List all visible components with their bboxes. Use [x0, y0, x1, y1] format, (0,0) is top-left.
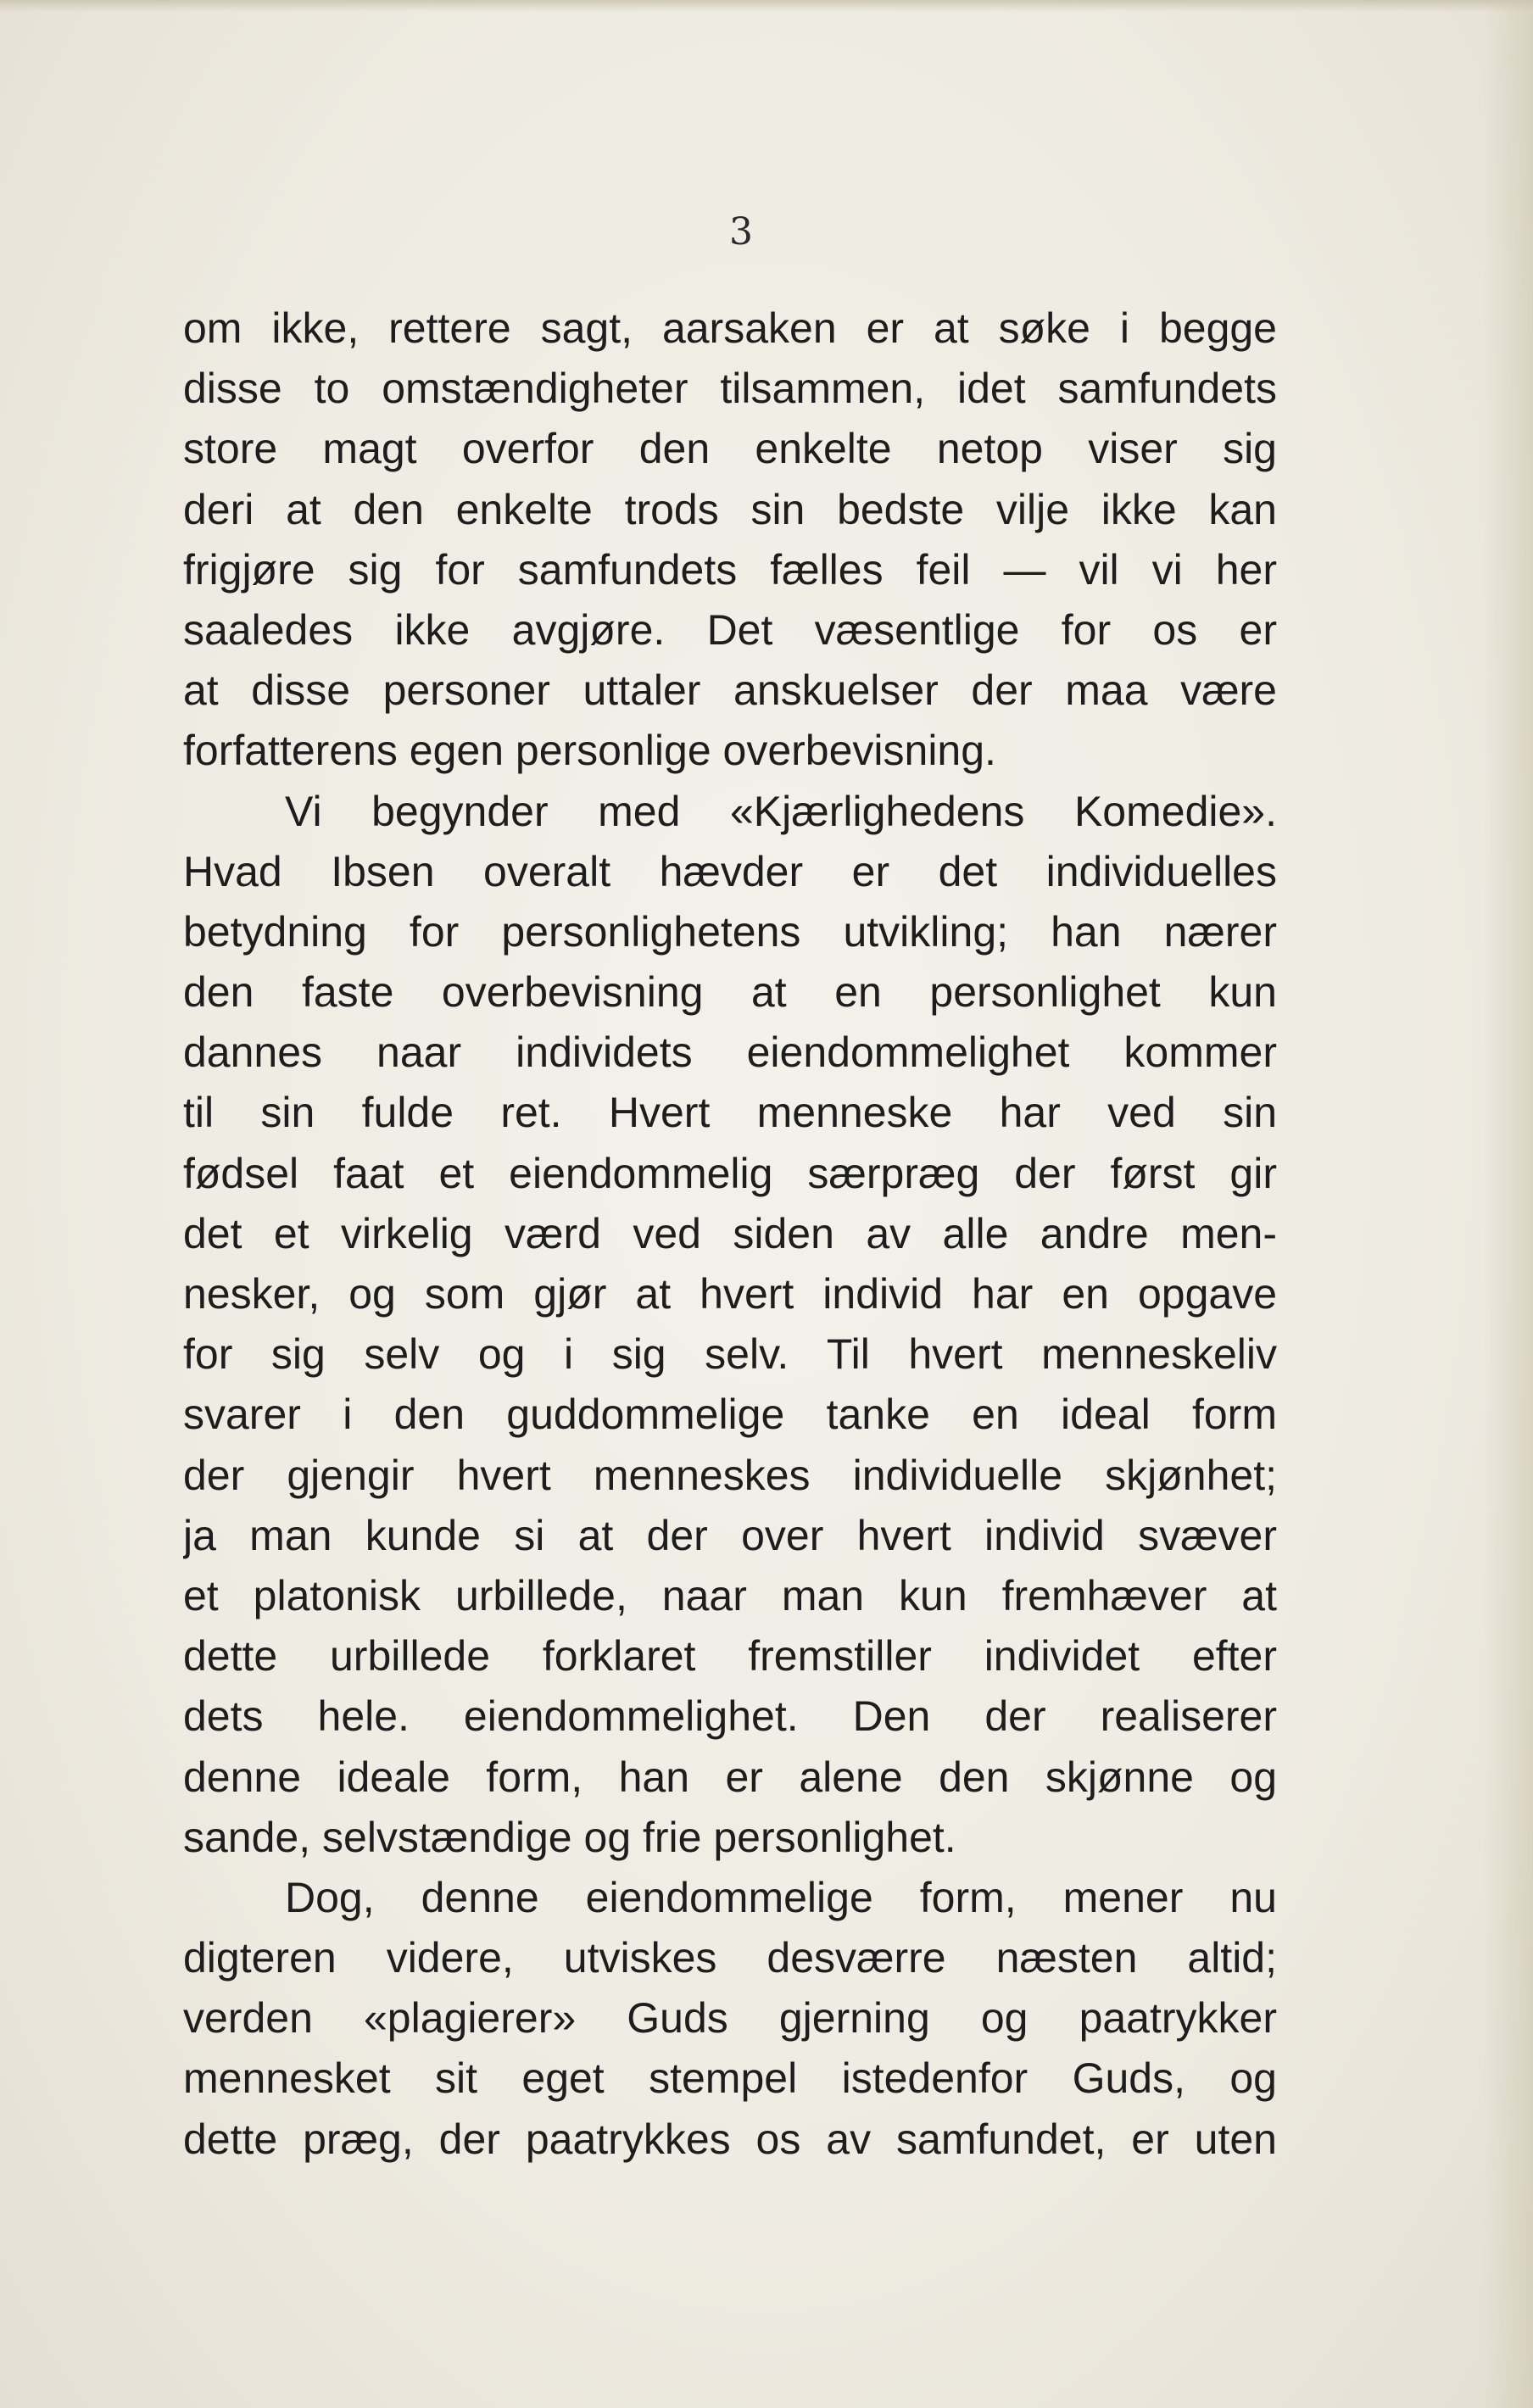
text-line: fødsel faat et eiendommelig særpræg der først gir [183, 1149, 1277, 1197]
text-line: dette urbillede forklaret fremstiller individet efter [183, 1632, 1277, 1681]
text-line: verden «plagierer» Guds gjerning og paatrykker [183, 1994, 1277, 2043]
text-line: nesker, og som gjør at hvert individ har en opgave [183, 1270, 1277, 1318]
text-line: til sin fulde ret. Hvert menneske har ved sin [183, 1089, 1277, 1137]
text-line: forfatterens egen personlige overbevisning. [183, 727, 996, 775]
text-line: digteren videre, utviskes desværre næsten altid; [183, 1934, 1277, 1982]
text-line: mennesket sit eget stempel istedenfor Guds, og [183, 2054, 1277, 2103]
text-line: Dog, denne eiendommelige form, mener nu [285, 1873, 1277, 1921]
body-text [183, 298, 1277, 2170]
text-line: frigjøre sig for samfundets fælles feil — vil vi her [183, 545, 1277, 594]
text-line: ja man kunde si at der over hvert individ svæver [183, 1511, 1277, 1559]
text-line: der gjengir hvert menneskes individuelle skjønhet; [183, 1451, 1277, 1499]
text-line: deri at den enkelte trods sin bedste vilje ikke kan [183, 485, 1277, 533]
text-line: Hvad Ibsen overalt hævder er det individuelles [183, 847, 1277, 895]
text-line: det et virkelig værd ved siden av alle andre men- [183, 1209, 1277, 1257]
text-line: for sig selv og i sig selv. Til hvert menneskeliv [183, 1330, 1277, 1379]
text-line: et platonisk urbillede, naar man kun fremhæver at [183, 1571, 1277, 1619]
text-line: disse to omstændigheter tilsammen, idet samfundets [183, 365, 1277, 413]
page-number: 3 [729, 210, 753, 254]
page-right-edge [1482, 0, 1533, 2408]
text-line: betydning for personlighetens utvikling; han nærer [183, 907, 1277, 956]
text-line: Vi begynder med «Kjærlighedens Komedie». [285, 787, 1277, 835]
text-line: at disse personer uttaler anskuelser der maa være [183, 666, 1277, 715]
text-line: saaledes ikke avgjøre. Det væsentlige for os er [183, 605, 1277, 654]
text-line: svarer i den guddommelige tanke en ideal form [183, 1391, 1277, 1439]
text-line: den faste overbevisning at en personlighet kun [183, 968, 1277, 1017]
text-line: sande, selvstændige og frie personlighet. [183, 1813, 956, 1861]
text-line: store magt overfor den enkelte netop viser sig [183, 425, 1277, 473]
text-line: denne ideale form, han er alene den skjønne og [183, 1753, 1277, 1801]
text-line: dette præg, der paatrykkes os av samfundet, er uten [183, 2115, 1277, 2163]
text-line: dannes naar individets eiendommelighet kommer [183, 1028, 1277, 1077]
text-line: om ikke, rettere sagt, aarsaken er at søke i begge [183, 304, 1277, 352]
text-line: dets hele. eiendommelighet. Den der realiserer [183, 1692, 1277, 1741]
page-top-edge [0, 0, 1533, 12]
